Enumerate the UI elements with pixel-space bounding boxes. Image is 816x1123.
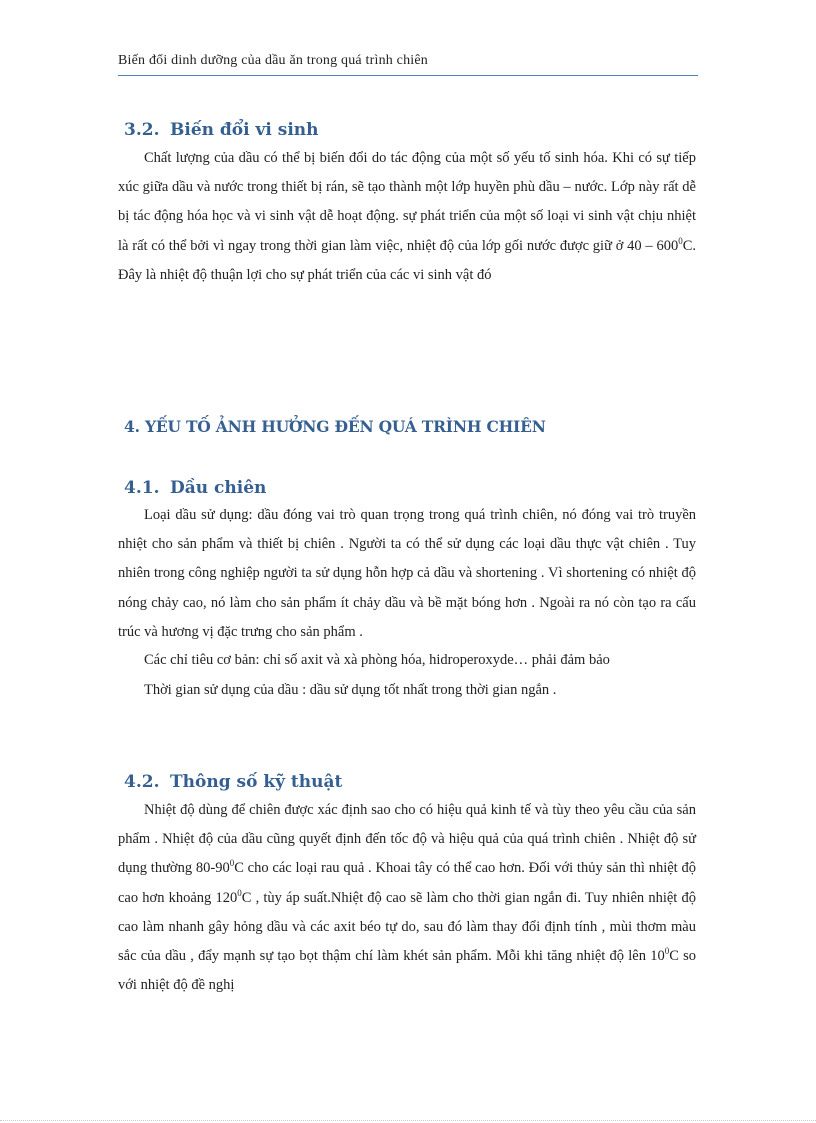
paragraph-3-2 bbox=[118, 144, 696, 290]
page-bottom-border bbox=[0, 1120, 816, 1121]
page-header: Biến đổi dinh dưỡng của dầu ăn trong quá trình chiên bbox=[118, 53, 428, 68]
superscript: 0 bbox=[229, 858, 235, 869]
heading-3-2 bbox=[124, 120, 319, 140]
paragraph-4-2 bbox=[118, 796, 696, 1000]
superscript: 0 bbox=[678, 235, 683, 246]
heading-4: 4. YẾU TỐ ẢNH HƯỞNG ĐẾN QUÁ TRÌNH CHIÊN bbox=[124, 417, 546, 436]
heading-title: Thông số kỹ thuật bbox=[170, 772, 343, 792]
paragraph-text: Chất lượng của dầu có thể bị biến đổi do tác động của một số yếu tố sinh hóa. Khi có sự tiếp xúc giữa dầu và nước trong thiết bị rán, sẽ tạo thành một lớp huyền phù dầu – nước. Lớp này rất dễ bị tác động hóa học và vi sinh vật dễ hoạt động. sự phát triển của một số loại vi sinh vật chịu nhiệt là rất có thể bởi vì ngay trong thời gian làm việc, nhiệt độ của lớp gối nước được giữ ở 40 – 600 bbox=[118, 150, 696, 254]
heading-title: Dầu chiên bbox=[170, 478, 267, 498]
paragraph-text: C cho các loại rau quả . Khoai tây có thể cao hơn. Đối với thủy sản thì nhiệt độ cao hơn khoảng 120 bbox=[118, 860, 696, 906]
heading-number: 3.2. bbox=[124, 120, 160, 140]
heading-4-2 bbox=[124, 772, 342, 792]
superscript: 0 bbox=[664, 946, 670, 957]
paragraph-text: C. Đây là nhiệt độ thuận lợi cho sự phát triển của các vi sinh vật đó bbox=[118, 237, 696, 283]
heading-number: 4.2. bbox=[124, 772, 160, 792]
paragraph-4-1-criteria: Các chỉ tiêu cơ bản: chỉ số axit và xà phòng hóa, hidroperoxyde… phải đảm bảo bbox=[144, 652, 610, 668]
paragraph-4-1: Loại dầu sử dụng: dầu đóng vai trò quan trọng trong quá trình chiên, nó đóng vai trò truyền nhiệt cho sản phẩm và thiết bị chiên . Người ta có thể sử dụng các loại dầu thực vật chiên . Tuy nhiên trong công nghiệp người ta sử dụng hỗn hợp cả dầu và shortening . Vì shortening có nhiệt độ nóng chảy cao, nó làm cho sản phẩm ít chảy dầu và bề mặt bóng hơn . Ngoài ra nó còn tạo ra cấu trúc và hương vị đặc trưng cho sản phẩm . bbox=[118, 507, 696, 640]
paragraph-4-1-usage-time: Thời gian sử dụng của dầu : dầu sử dụng tốt nhất trong thời gian ngắn . bbox=[144, 682, 557, 698]
heading-4-1 bbox=[124, 478, 266, 498]
heading-title: Biến đổi vi sinh bbox=[170, 120, 319, 140]
superscript: 0 bbox=[237, 887, 242, 898]
paragraph-text: Nhiệt độ dùng để chiên được xác định sao cho có hiệu quả kinh tế và tùy theo yêu cầu của sản phẩm . Nhiệt độ của dầu cũng quyết định đến tốc độ và hiệu quả của quá trình chiên . Nhiệt độ sử dụng thường 80-90 bbox=[118, 802, 696, 877]
heading-number: 4.1. bbox=[124, 478, 160, 498]
paragraph-text: C , tùy áp suất.Nhiệt độ cao sẽ làm cho thời gian ngắn đi. Tuy nhiên nhiệt độ cao làm nhanh gây hỏng dầu và các axit béo tự do, sau đó làm thay đổi định tính , mùi thơm màu sắc của dầu , đẩy mạnh sự tạo bọt thậm chí làm khét sản phẩm. Mỗi khi tăng nhiệt độ lên 10 bbox=[118, 889, 696, 965]
header-rule bbox=[118, 75, 698, 76]
paragraph-text: C so với nhiệt độ đề nghị bbox=[118, 948, 696, 994]
